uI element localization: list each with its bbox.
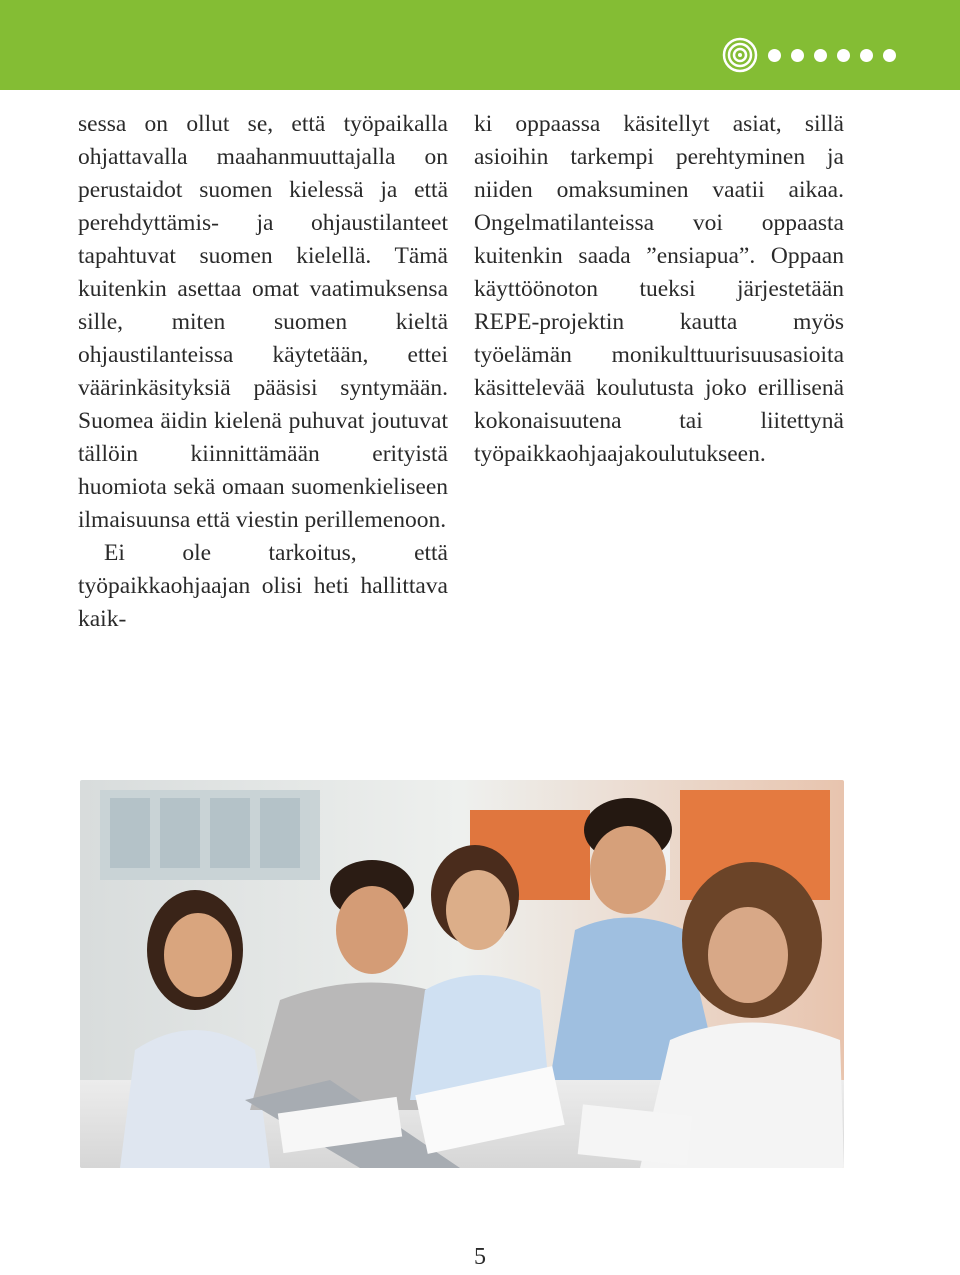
dot-icon: [814, 49, 827, 62]
left-text-column: [78, 108, 448, 636]
header-band: [0, 0, 960, 90]
right-text-column: [474, 108, 844, 471]
dot-icon: [837, 49, 850, 62]
concentric-circle-icon: [722, 37, 758, 73]
dot-icon: [883, 49, 896, 62]
photo-illustration: [80, 780, 844, 1168]
dot-icon: [791, 49, 804, 62]
page-number: 5: [474, 1244, 486, 1270]
dot-icon: [768, 49, 781, 62]
left-paragraph-2: Ei ole tarkoitus, että työpaikkaohjaajan olisi heti hallittava kaik-: [78, 540, 448, 632]
group-of-colleagues-photo: [80, 780, 844, 1168]
header-decoration: [722, 36, 896, 74]
left-paragraph-1: sessa on ollut se, että työpaikalla ohjattavalla maahanmuuttajalla on perustaidot suomen kielessä ja että perehdyttämis- ja ohjaustilanteet tapahtuvat suomen kielellä. Tämä kuitenkin asettaa omat vaatimuksensa sille, miten suomen kieltä ohjaustilanteissa käytetään, ettei väärinkäsityksiä pääsisi syntymään. Suomea äidin kielenä puhuvat joutuvat tällöin kiinnittämään erityistä huomiota sekä omaan suomenkieliseen ilmaisuunsa että viestin perillemenoon.: [78, 111, 448, 533]
right-paragraph-1: ki oppaassa käsitellyt asiat, sillä asioihin tarkempi perehtyminen ja niiden omaksuminen vaatii aikaa. Ongelmatilanteissa voi oppaasta kuitenkin saada ”ensiapua”. Oppaan käyttöönoton tueksi järjestetään REPE-projektin kautta myös työelämän monikulttuurisuusasioita käsittelevää koulutusta joko erillisenä kokonaisuutena tai liitettynä työpaikkaohjaajakoulutukseen.: [474, 111, 844, 467]
dot-icon: [860, 49, 873, 62]
